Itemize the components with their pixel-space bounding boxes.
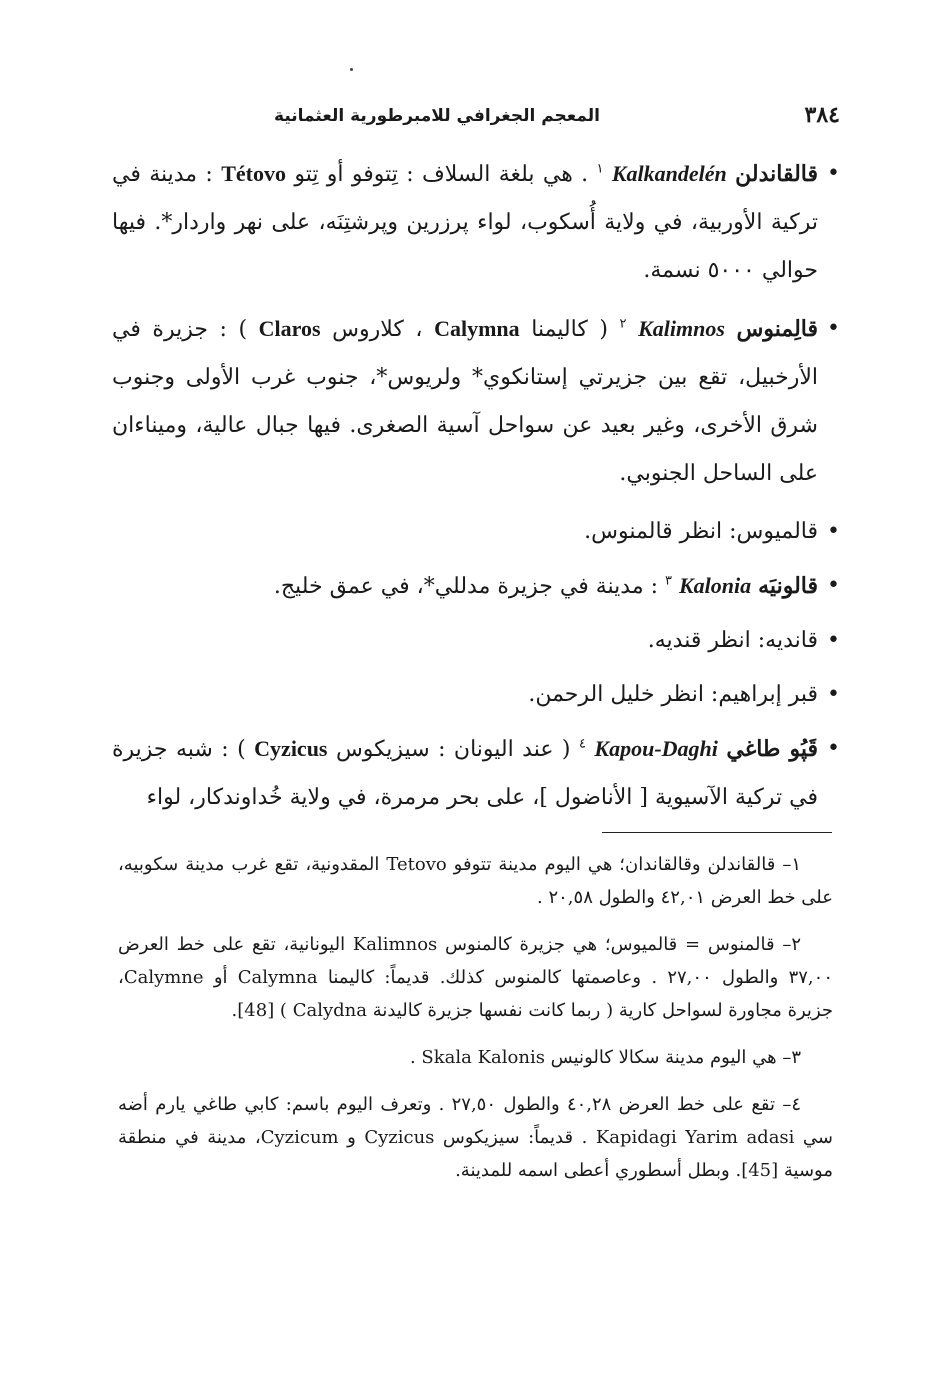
entry-latin-name: Kalonia (679, 573, 752, 598)
entry-qalmios (112, 508, 840, 556)
scan-speck (350, 68, 353, 71)
entry-text: ( عند اليونان : سيزيكوس (327, 737, 571, 762)
entry-text: قبر إبراهيم: انظر خليل الرحمن. (528, 682, 818, 707)
entry-text: ) : جزيرة في الأرخبيل، تقع بين جزيرتي إستانكوي* ولريوس*، جنوب غرب الأولى وجنوب شرق الأخرى، وغير بعيد عن سواحل آسية الصغرى. فيها جبال عالية، وميناءان على الساحل الجنوبي. (112, 317, 818, 486)
entry-latin-variant: Calymna (434, 316, 520, 341)
entry-qabr-ibrahim (112, 671, 840, 719)
page-number: ٣٨٤ (804, 102, 840, 128)
footnotes (118, 848, 833, 1201)
bullet: • (827, 519, 840, 544)
bullet: • (827, 573, 840, 598)
bullet: • (827, 628, 840, 653)
footnote-ref: ٤ (578, 736, 586, 752)
entry-kalimnos (112, 305, 840, 498)
entry-text: ( كاليمنا (519, 317, 608, 342)
entry-kalkandelen (112, 150, 840, 295)
bullet: • (827, 736, 840, 761)
entry-latin-variant: Tétovo (221, 161, 286, 186)
entry-kapou-daghi (112, 725, 840, 822)
footnote-ref: ٢ (619, 316, 627, 332)
bullet: • (827, 161, 840, 186)
entry-text: : مدينة في جزيرة مدللي*، في عمق خليج. (273, 574, 659, 599)
entry-headword: قالونيَه (758, 573, 818, 599)
entry-text: : مدينة في تركية الأوربية، في ولاية أُسكوب، لواء پرزرين وپرشتِنَه، على نهر واردار*. فيها حوالي ٥٠٠٠ نسمة. (112, 162, 818, 283)
entry-qandiye (112, 617, 840, 665)
main-text (112, 150, 840, 832)
entry-text: ) : شبه جزيرة في تركية الآسيوية [ الأناضول ]، على بحر مرمرة، في ولاية خُداوندكار، لواء (112, 737, 818, 810)
footnote-separator (602, 832, 832, 833)
entry-headword: قَپُو طاغي (726, 736, 819, 762)
entry-latin-name: Kalimnos (638, 316, 725, 341)
running-header (110, 102, 840, 132)
entry-headword: قالِمنوس (736, 316, 819, 342)
entry-text: قانديه: انظر قنديه. (647, 628, 818, 653)
bullet: • (827, 316, 840, 341)
entry-headword: قالقاندلن (735, 161, 819, 187)
bullet: • (827, 682, 840, 707)
entry-text: . هي بلغة السلاف : تِتوفو أو تِتو (285, 162, 589, 187)
footnote-4: ٤– تقع على خط العرض ٤٠,٢٨ والطول ٢٧,٥٠ . وتعرف اليوم باسم: كابي طاغي يارم أضه سي Kapidagi Yarim adasi . قديماً: سيزيكوس Cyzicus و Cyzicum، مدينة في منطقة موسية [45]. وبطل أسطوري أعطى اسمه للمدينة. (118, 1094, 834, 1181)
entry-text: ، كلاروس (320, 317, 423, 342)
footnote-3: ٣– هي اليوم مدينة سكالا كالونيس Skala Kalonis . (409, 1047, 801, 1068)
entry-latin-name: Kapou-Daghi (594, 736, 718, 761)
footnote-2: ٢– قالمنوس = قالميوس؛ هي جزيرة كالمنوس Kalimnos اليونانية، تقع على خط العرض ٣٧,٠٠ والطول ٢٧,٠٠ . وعاصمتها كالمنوس كذلك. قديماً: كاليمنا Calymna أو Calymne، جزيرة مجاورة لسواحل كارية ( ربما كانت نفسها جزيرة كاليدنة Calydna ) [48]. (118, 934, 833, 1021)
entry-latin-name: Kalkandelén (611, 161, 727, 186)
entry-latin-variant: Cyzicus (254, 736, 328, 761)
footnote-ref: ١ (596, 161, 604, 177)
entry-kalonia (112, 562, 840, 611)
running-title: المعجم الجغرافي للامبرطورية العثمانية (274, 106, 600, 126)
entry-latin-variant: Claros (258, 316, 321, 341)
footnote-ref: ٣ (665, 573, 672, 589)
footnote-1: ١– قالقاندلن وقالقاندان؛ هي اليوم مدينة تتوفو Tetovo المقدونية، تقع غرب مدينة سكوبيه، على خط العرض ٤٢,٠١ والطول ٢٠,٥٨ . (118, 854, 833, 908)
entry-text: قالميوس: انظر قالمنوس. (584, 519, 818, 544)
